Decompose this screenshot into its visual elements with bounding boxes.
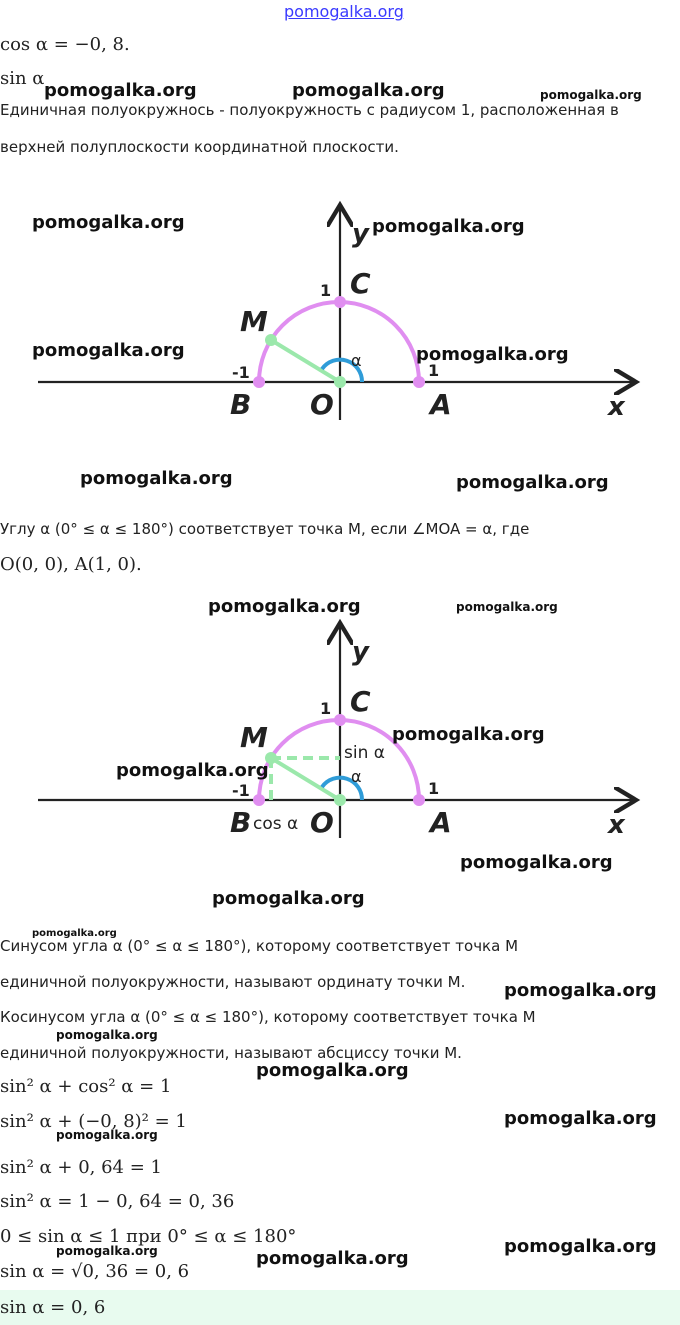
watermark: pomogalka.org [32, 212, 185, 233]
equation-5: 0 ≤ sin α ≤ 1 при 0° ≤ α ≤ 180° [0, 1226, 297, 1247]
label-c: C [350, 685, 371, 718]
watermark: pomogalka.org [540, 88, 642, 102]
label-minus-one: -1 [232, 363, 250, 382]
point-a [413, 376, 425, 388]
label-c: C [350, 267, 371, 300]
watermark: pomogalka.org [56, 1028, 158, 1042]
sin-definition-2: единичной полуокружности, называют ординату точки M. [0, 973, 466, 991]
sin-label: sin α [0, 68, 45, 89]
answer: sin α = 0, 6 [0, 1297, 106, 1318]
label-one-right: 1 [428, 779, 440, 798]
watermark: pomogalka.org [80, 468, 233, 489]
point-c [334, 296, 346, 308]
equation-3: sin² α + 0, 64 = 1 [0, 1157, 162, 1178]
cos-definition-1: Косинусом угла α (0° ≤ α ≤ 180°), которому соответствует точка M [0, 1008, 536, 1026]
label-m: M [240, 721, 268, 754]
watermark: pomogalka.org [56, 1244, 158, 1258]
point-a [413, 794, 425, 806]
watermark: pomogalka.org [56, 1128, 158, 1142]
label-b: B [230, 388, 252, 421]
label-m: M [240, 305, 268, 338]
point-b [253, 376, 265, 388]
watermark: pomogalka.org [32, 928, 117, 939]
label-y: y [352, 637, 369, 667]
label-x: x [608, 810, 625, 840]
watermark: pomogalka.org [256, 1248, 409, 1269]
site-link[interactable]: pomogalka.org [284, 2, 404, 21]
point-o [334, 376, 346, 388]
watermark: pomogalka.org [456, 472, 609, 493]
label-one-right: 1 [428, 361, 440, 380]
watermark: pomogalka.org [292, 80, 445, 101]
label-x: x [608, 392, 625, 422]
watermark: pomogalka.org [416, 344, 569, 365]
label-o: O [310, 388, 334, 421]
label-a: A [430, 806, 452, 839]
watermark: pomogalka.org [456, 600, 558, 614]
point-c [334, 714, 346, 726]
label-one-top: 1 [320, 699, 332, 718]
label-alpha: α [351, 351, 362, 370]
label-alpha: α [351, 767, 362, 786]
watermark: pomogalka.org [256, 1060, 409, 1081]
watermark: pomogalka.org [44, 80, 197, 101]
label-sin-alpha: sin α [344, 743, 385, 763]
point-o [334, 794, 346, 806]
watermark: pomogalka.org [504, 1108, 657, 1129]
label-y: y [352, 219, 369, 249]
equation-6: sin α = √0, 36 = 0, 6 [0, 1261, 190, 1282]
point-b [253, 794, 265, 806]
watermark: pomogalka.org [212, 888, 365, 909]
label-o: O [310, 806, 334, 839]
watermark: pomogalka.org [392, 724, 545, 745]
label-one-top: 1 [320, 281, 332, 300]
watermark: pomogalka.org [460, 852, 613, 873]
cos-given: cos α = −0, 8. [0, 34, 130, 55]
cos-definition-2: единичной полуокружности, называют абсциссу точки M. [0, 1044, 462, 1062]
semicircle-definition-2: верхней полуплоскости координатной плоскости. [0, 138, 399, 156]
watermark: pomogalka.org [504, 980, 657, 1001]
equation-4: sin² α = 1 − 0, 64 = 0, 36 [0, 1191, 235, 1212]
equation-1: sin² α + cos² α = 1 [0, 1076, 172, 1097]
sin-definition-1: Синусом угла α (0° ≤ α ≤ 180°), которому соответствует точка M [0, 937, 519, 955]
angle-definition-2: O(0, 0), A(1, 0). [0, 554, 142, 575]
label-cos-alpha: cos α [253, 814, 299, 834]
equation-2: sin² α + (−0, 8)² = 1 [0, 1111, 187, 1132]
label-a: A [430, 388, 452, 421]
unit-semicircle-diagram-2 [0, 613, 680, 853]
watermark: pomogalka.org [504, 1236, 657, 1257]
angle-definition-1: Углу α (0° ≤ α ≤ 180°) соответствует точка M, если ∠MOA = α, где [0, 520, 530, 538]
semicircle-definition-1: Единичная полуокружнось - полуокружность с радиусом 1, расположенная в [0, 101, 619, 119]
label-minus-one: -1 [232, 781, 250, 800]
watermark: pomogalka.org [116, 760, 269, 781]
watermark: pomogalka.org [372, 216, 525, 237]
watermark: pomogalka.org [32, 340, 185, 361]
watermark: pomogalka.org [208, 596, 361, 617]
label-b: B [230, 806, 252, 839]
